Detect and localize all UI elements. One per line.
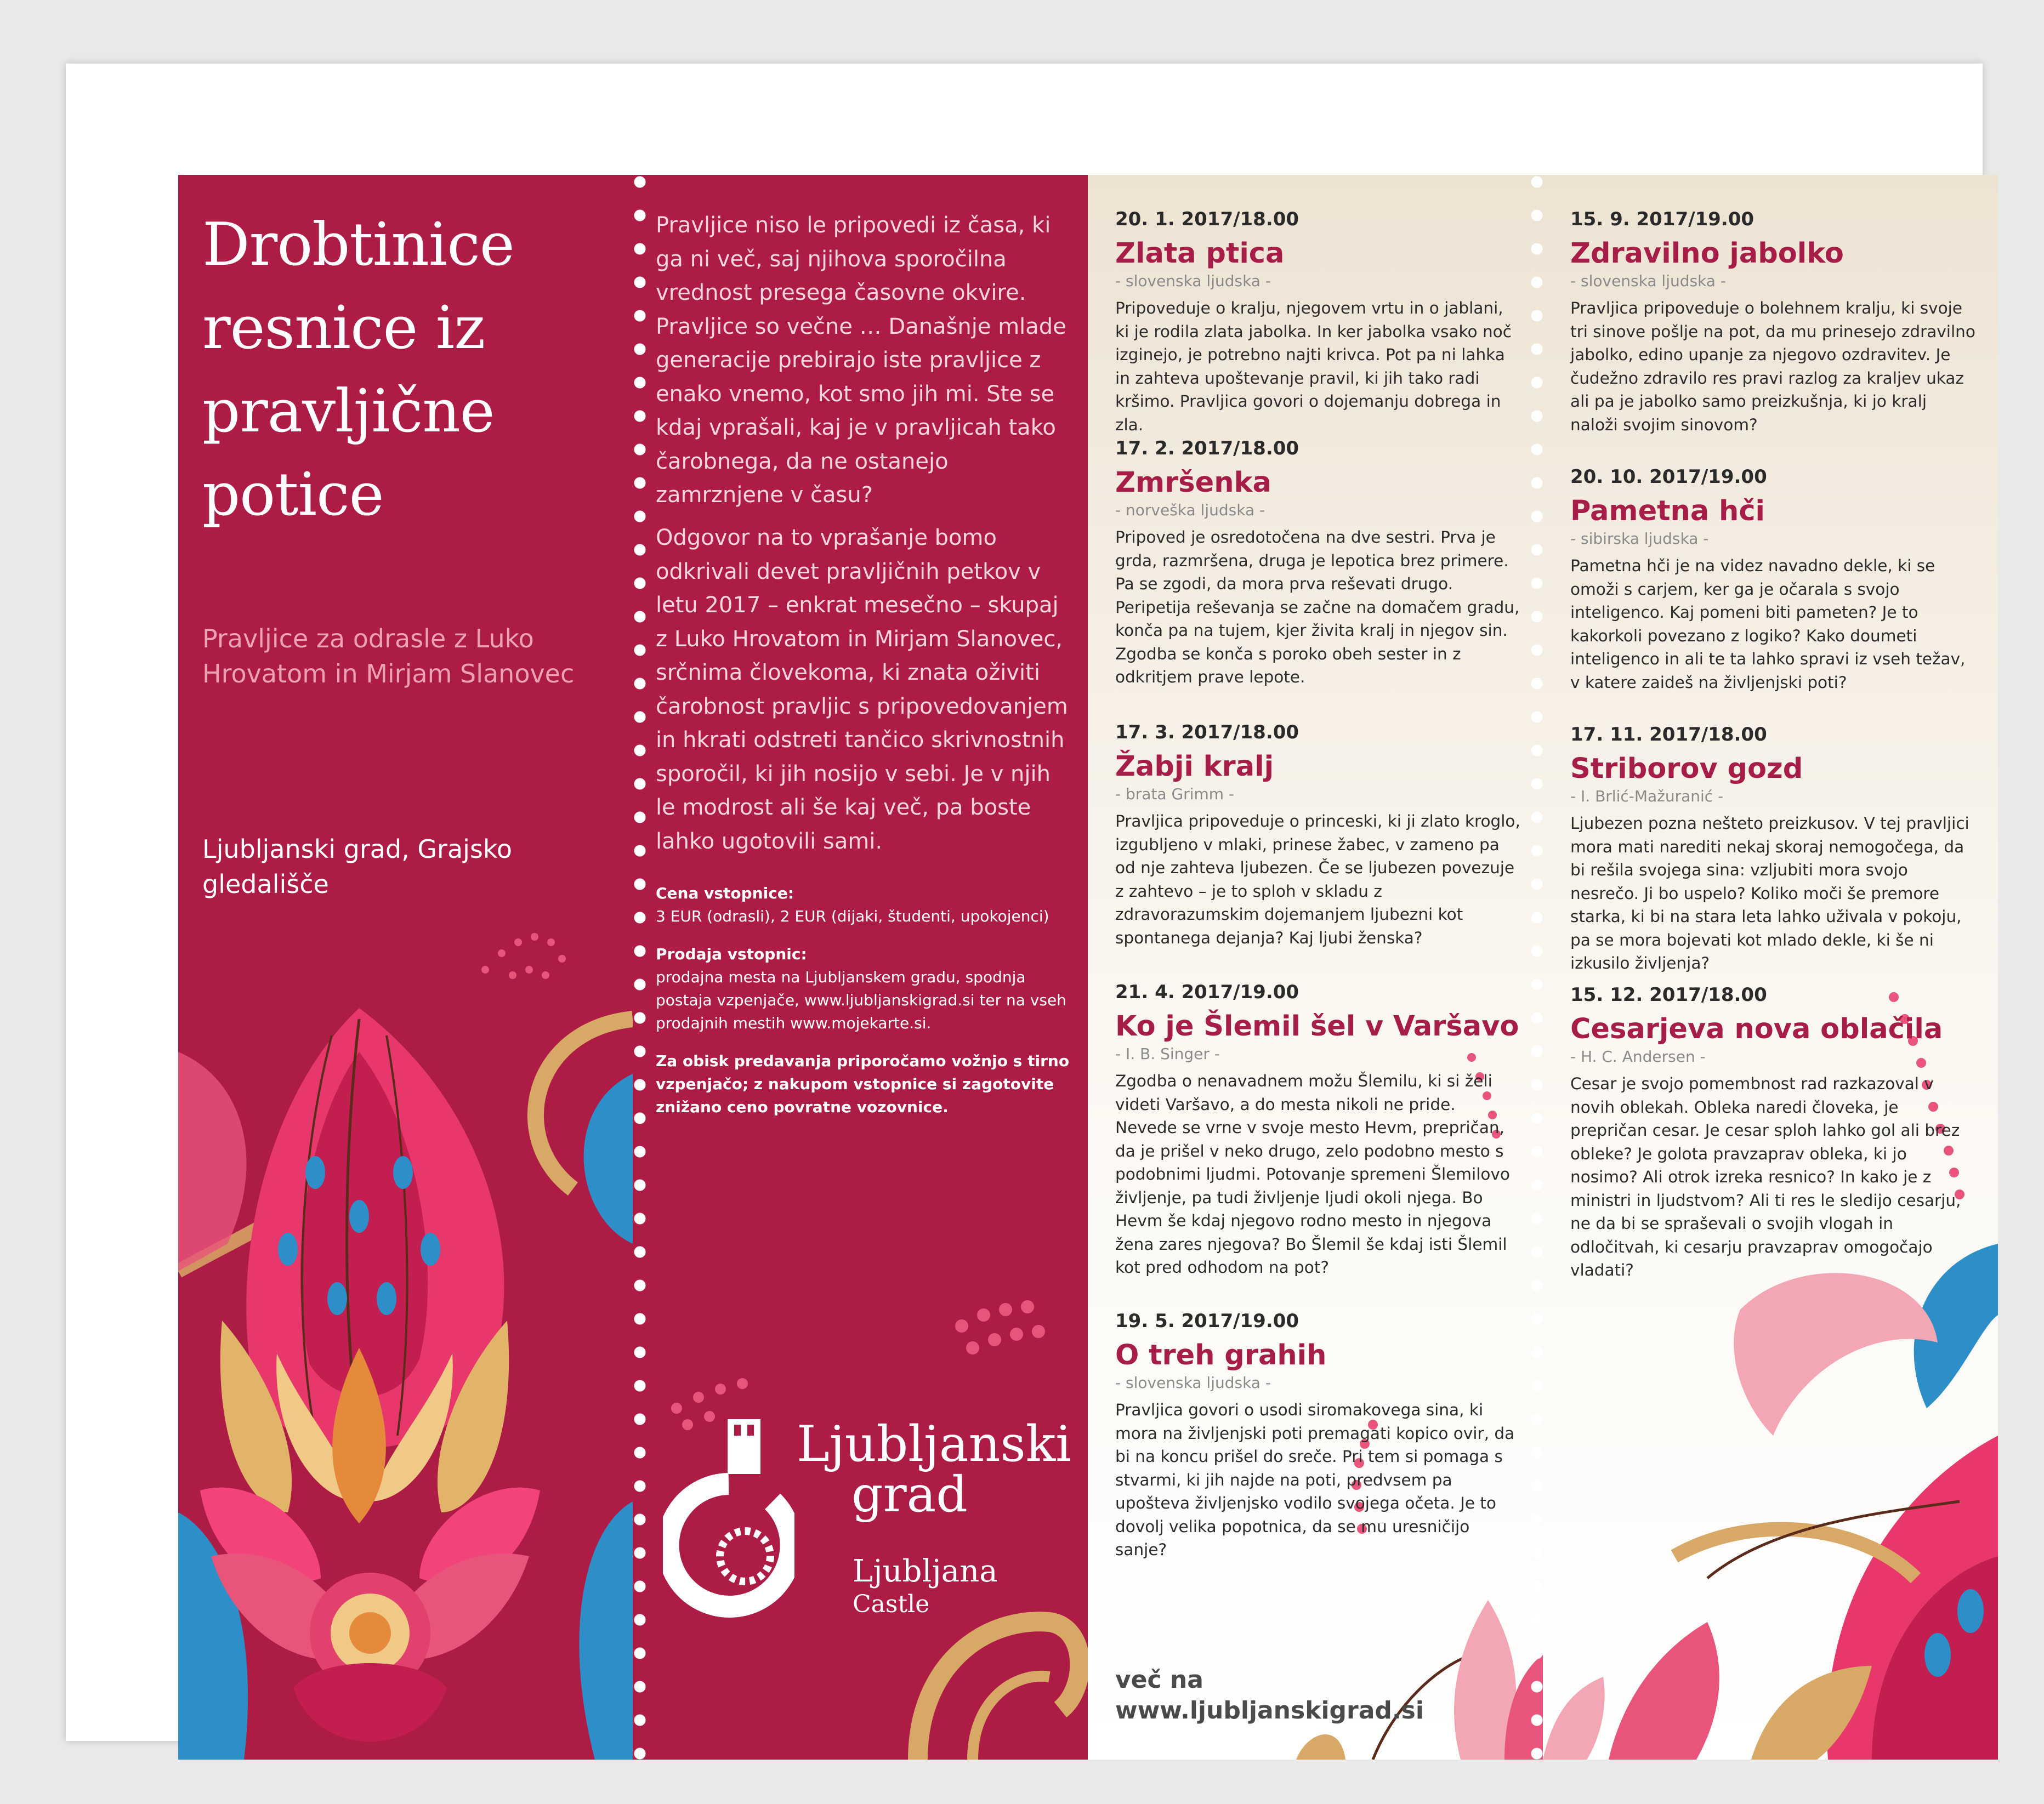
brochure-sheet xyxy=(66,64,1983,1741)
cover-panel xyxy=(178,175,633,1760)
event-origin: - slovenska ljudska - xyxy=(1115,272,1271,290)
event-date: 21. 4. 2017/19.00 xyxy=(1115,981,1299,1003)
sales-label: Prodaja vstopnic: xyxy=(656,945,807,963)
venue-text: Ljubljanski grad, Grajsko gledališče xyxy=(202,834,513,899)
more-info xyxy=(1115,1665,1424,1726)
intro-paragraph-1: Pravljice niso le pripovedi iz časa, ki ga ni več, saj njihova sporočilna vrednost presega časovne okvire. Pravljice so večne … Današnje mlade generacije prebirajo iste pravljice z enako vnemo, kot smo jih mi. Ste se kdaj vprašali, kaj je v pravljicah tako čarobnega, da ne ostanejo zamrznjene v času? xyxy=(656,213,1066,508)
event-item xyxy=(1115,721,1521,949)
event-title: Zlata ptica xyxy=(1115,237,1285,270)
logo-name xyxy=(797,1415,1072,1523)
event-item xyxy=(1115,1310,1521,1562)
event-origin: - sibirska ljudska - xyxy=(1570,530,1709,548)
event-title: Striborov gozd xyxy=(1570,753,1803,785)
brochure-title: Drobtinice resnice iz pravljične potice xyxy=(202,210,514,529)
event-date: 20. 10. 2017/19.00 xyxy=(1570,466,1767,488)
brochure-subtitle: Pravljice za odrasle z Luko Hrovatom in Mirjam Slanovec xyxy=(202,624,575,688)
event-origin: - I. B. Singer - xyxy=(1115,1045,1220,1063)
intro-paragraph-2: Odgovor na to vprašanje bomo odkrivali devet pravljičnih petkov v letu 2017 – enkrat mesečno – skupaj z Luko Hrovatom in Mirjam Slanovec, srčnima človekoma, ki znata oživiti čarobnost pravljic s pripovedovanjem in hkrati odstreti tančico skrivnostnih sporočil, ki jih nosijo v sebi. Je v njih le modrost ali še kaj več, pa boste lahko ugotovili sami. xyxy=(656,525,1068,854)
event-item xyxy=(1115,437,1521,689)
event-origin: - H. C. Andersen - xyxy=(1570,1048,1706,1066)
funicular-tip: Za obisk predavanja priporočamo vožnjo s tirno vzpenjačo; z nakupom vstopnice si zagotovite znižano ceno povratne vozovnice. xyxy=(656,1052,1070,1116)
events-panel-1 xyxy=(1088,175,1543,1760)
event-title: Ko je Šlemil šel v Varšavo xyxy=(1115,1010,1519,1043)
event-description: Pravljica govori o usodi siromakovega sina, ki mora na življenjski poti premagati kopico ovir, da bi na koncu prišel do sreče. Pri tem si pomaga s stvarmi, ki jih najde na poti, predvsem pa upošteva življenjsko vodilo svojega očeta. Je to dovolj velika popotnica, da se mu uresničijo sanje? xyxy=(1115,1401,1515,1559)
ticket-info xyxy=(656,882,1072,1134)
castle-tower-icon xyxy=(663,1419,794,1627)
perforation-right xyxy=(1530,175,1543,1760)
price-label: Cena vstopnice: xyxy=(656,884,794,902)
event-description: Pametna hči je na videz navadno dekle, ki se omoži s carjem, ker ga je očarala s svojo inteligenco. Kaj pomeni biti pameten? Je to kakorkoli povezano z logiko? Kako doumeti inteligenco in ali te ta lahko spravi iz vseh težav, v katere zaideš na življenjski poti? xyxy=(1570,556,1966,692)
ljubljana-castle-logo xyxy=(663,1415,1080,1627)
event-date: 19. 5. 2017/19.00 xyxy=(1115,1310,1299,1332)
event-description: Cesar je svojo pomembnost rad razkazoval v novih oblekah. Obleka naredi človeka, je prepričan cesar. Je cesar sploh lahko gol ali brez obleke? Je golota pravzaprav obleka, ki jo nosimo? Ali otrok izreka resnico? In kako je z ministri in ljudstvom? Ali ti res le sledijo cesarju, ne da bi se spraševali o svojih vlogah in odločitvah, ki cesarju pravzaprav omogočajo vladati? xyxy=(1570,1074,1961,1279)
event-title: Žabji kralj xyxy=(1115,750,1274,783)
event-description: Pravljica pripoveduje o princeski, ki ji zlato kroglo, izgubljeno v mlaki, prinese žabec, v zameno pa od nje zahteva ljubezen. Če se ljubezen povezuje z zahtevo – je to sploh v skladu z zdravorazumskim dojemanjem ljubezni kot spontanega dejanja? Kaj ljubi ženska? xyxy=(1115,812,1520,947)
event-description: Ljubezen pozna nešteto preizkusov. V tej pravljici mora mati narediti nekaj skoraj nemogočega, da bi rešila svojega sina: vzljubiti mora svojo nesrečo. Ji bo uspelo? Koliko moči še premore starka, ki bi na stara leta lahko uživala v pokoju, pa se mora bojevati kot mlado dekle, ki še ni izkusilo življenja? xyxy=(1570,814,1969,972)
event-date: 17. 3. 2017/18.00 xyxy=(1115,721,1299,743)
event-origin: - slovenska ljudska - xyxy=(1115,1374,1271,1392)
event-title: Cesarjeva nova oblačila xyxy=(1570,1013,1943,1045)
event-date: 17. 11. 2017/18.00 xyxy=(1570,724,1767,745)
website-link[interactable]: www.ljubljanskigrad.si xyxy=(1115,1697,1424,1725)
event-origin: - I. Brlić-Mažuranić - xyxy=(1570,787,1724,805)
event-item xyxy=(1115,208,1521,436)
event-title: Pametna hči xyxy=(1570,495,1765,527)
intro-panel xyxy=(633,175,1088,1760)
events-panel-2 xyxy=(1543,175,1998,1760)
logo-line-2: grad xyxy=(851,1466,968,1523)
event-item xyxy=(1570,723,1976,975)
event-date: 15. 12. 2017/18.00 xyxy=(1570,984,1767,1006)
logo-line-3: Ljubljana xyxy=(853,1553,998,1589)
event-description: Pripoved je osredotočena na dve sestri. Prva je grda, razmršena, druga je lepotica brez primere. Pa se zgodi, da mora prva reševati drugo. Peripetija reševanja se začne na domačem gradu, konča pa na tujem, kjer živita kralj in njegov sin. Zgodba se konča s poroko obeh sester in z odkritjem prave lepote. xyxy=(1115,528,1520,686)
event-date: 20. 1. 2017/18.00 xyxy=(1115,208,1299,230)
logo-english-name xyxy=(853,1553,998,1620)
event-title: Zmršenka xyxy=(1115,466,1271,499)
more-label: več na xyxy=(1115,1666,1203,1694)
perforation-left xyxy=(633,175,647,1760)
logo-line-1: Ljubljanski xyxy=(797,1415,1072,1473)
event-origin: - brata Grimm - xyxy=(1115,785,1235,803)
event-description: Zgodba o nenavadnem možu Šlemilu, ki si želi videti Varšavo, a do mesta nikoli ne pride. Nevede se vrne v svoje mesto Hevm, prepričan, da je prišel v neko drugo, zelo podobno mesto s podobnimi ljudmi. Potovanje spremeni Šlemilovo življenje, pa tudi življenje ljudi okoli njega. Bo Hevm še kdaj njegovo rodno mesto in njegova žena zares njegova? Bo Šlemil še kdaj isti Šlemil kot pred odhodom na pot? xyxy=(1115,1072,1510,1277)
sales-text: prodajna mesta na Ljubljanskem gradu, spodnja postaja vzpenjače, www.ljubljanskigrad.si ter na vseh prodajnih mestih www.mojekarte.si. xyxy=(656,968,1066,1032)
event-origin: - norveška ljudska - xyxy=(1115,501,1265,519)
event-origin: - slovenska ljudska - xyxy=(1570,272,1726,290)
event-item xyxy=(1115,981,1521,1279)
logo-line-4: Castle xyxy=(853,1590,930,1618)
event-item xyxy=(1570,208,1976,436)
event-item xyxy=(1570,465,1976,694)
event-date: 15. 9. 2017/19.00 xyxy=(1570,208,1755,230)
event-item xyxy=(1570,983,1976,1282)
event-date: 17. 2. 2017/18.00 xyxy=(1115,437,1299,459)
event-title: O treh grahih xyxy=(1115,1339,1327,1372)
event-description: Pravljica pripoveduje o bolehnem kralju, ki svoje tri sinove pošlje na pot, da mu prinesejo zdravilno jabolko, edino upanje za njegovo ozdravitev. Je čudežno zdravilo res pravi razlog za kraljev ukaz ali pa je jabolko samo preizkušnja, ki jo kralj naloži svojim sinovom? xyxy=(1570,299,1975,434)
event-description: Pripoveduje o kralju, njegovem vrtu in o jablani, ki je rodila zlata jabolka. In ker jabolka vsako noč izginejo, je potrebno najti krivca. Pot pa ni lahka in zahteva upoštevanje pravil, ki jih tako radi kršimo. Pravljica govori o dojemanju dobrega in zla. xyxy=(1115,299,1512,434)
event-title: Zdravilno jabolko xyxy=(1570,237,1844,270)
price-text: 3 EUR (odrasli), 2 EUR (dijaki, študenti, upokojenci) xyxy=(656,907,1049,925)
